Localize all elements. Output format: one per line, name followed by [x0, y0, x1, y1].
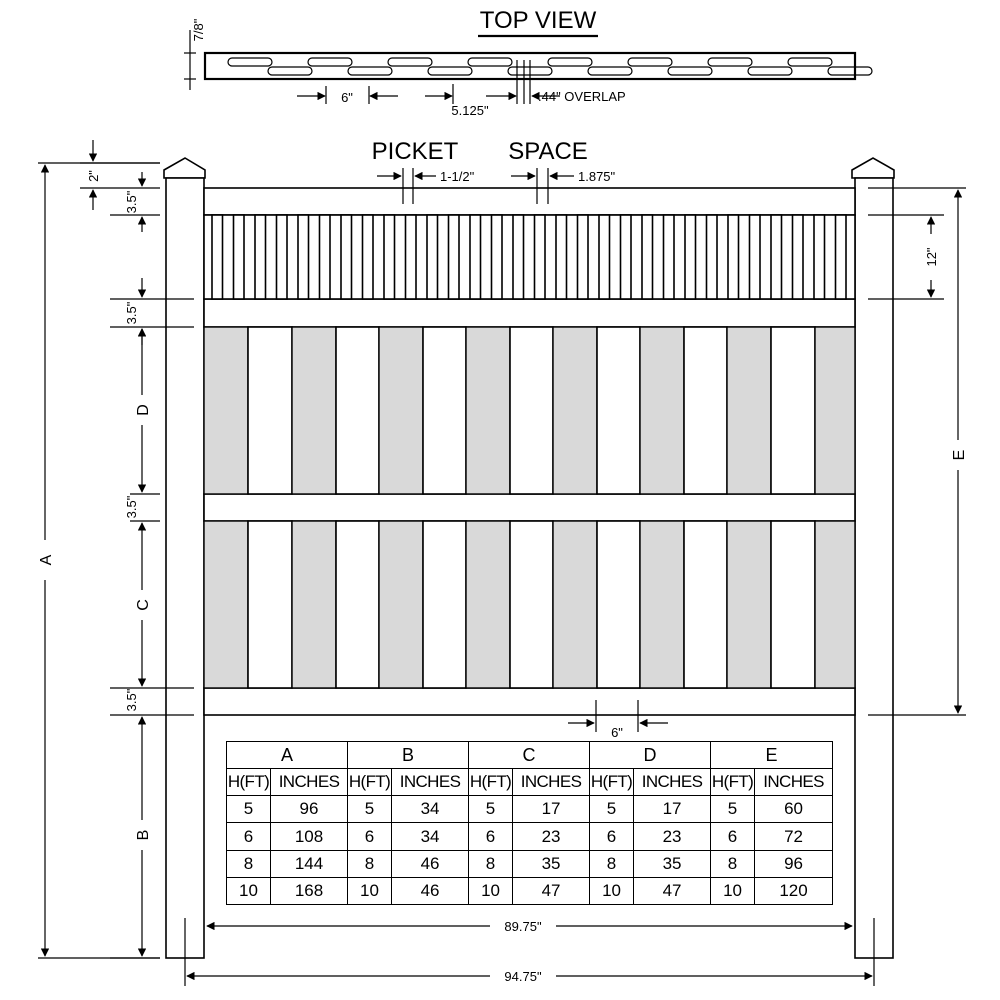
lattice-picket [492, 215, 503, 299]
table-cell: 96 [271, 796, 348, 823]
rail-4-label: 3.5" [124, 688, 139, 712]
front-board [640, 521, 684, 688]
lattice-picket [363, 215, 374, 299]
lattice-picket [664, 215, 675, 299]
table-cell: 17 [513, 796, 590, 823]
b-label: B [135, 829, 152, 841]
table-row [227, 877, 833, 904]
top-view-board-back [828, 67, 872, 75]
table-cell: 5 [227, 796, 271, 823]
back-board [510, 327, 553, 494]
bottom-rail [204, 688, 855, 715]
lattice-picket [836, 215, 847, 299]
lattice-picket [578, 215, 589, 299]
table-cell: 72 [755, 823, 833, 850]
top-view-board-front [388, 58, 432, 66]
table-cell: 35 [513, 850, 590, 877]
upper-board-panel [204, 327, 855, 494]
table-cell: 5 [469, 796, 513, 823]
lattice-section [204, 215, 855, 299]
top-view-board-back [748, 67, 792, 75]
e-label: E [951, 449, 968, 461]
front-board [466, 327, 510, 494]
back-board [248, 521, 292, 688]
lattice-picket [255, 215, 266, 299]
table-cell: 8 [348, 850, 392, 877]
picket-label: PICKET [371, 138, 459, 165]
table-cell: 6 [711, 823, 755, 850]
top-view-board-front [548, 58, 592, 66]
front-board [204, 521, 248, 688]
table-cell: 5 [711, 796, 755, 823]
picket-width-label: 1-1/2" [440, 169, 475, 184]
lattice-picket [621, 215, 632, 299]
dimension-table [226, 741, 833, 905]
subheader-inches: INCHES [271, 769, 348, 796]
back-board [684, 327, 727, 494]
front-board [292, 327, 336, 494]
lattice-picket [771, 215, 782, 299]
table-cell: 8 [227, 850, 271, 877]
front-board [553, 327, 597, 494]
top-view-board-front [228, 58, 272, 66]
lattice-picket [298, 215, 309, 299]
left-post-cap [164, 158, 205, 178]
lattice-picket [685, 215, 696, 299]
table-cell: 34 [392, 796, 469, 823]
d-label: D [135, 404, 152, 416]
top-view-board-front [308, 58, 352, 66]
right-post-body [855, 178, 893, 958]
back-board [771, 521, 815, 688]
lattice-picket [513, 215, 524, 299]
table-header-b: B [348, 742, 469, 769]
mid-rail-lower [204, 494, 855, 521]
lattice-height-label: 12" [924, 247, 939, 267]
table-cell: 10 [711, 877, 755, 904]
lattice-picket [470, 215, 481, 299]
top-picket-width-label: 6" [341, 90, 353, 105]
c-label: C [135, 599, 152, 611]
right-post-cap [852, 158, 894, 178]
front-board [379, 327, 423, 494]
front-board [466, 521, 510, 688]
front-board [815, 327, 855, 494]
table-header-e: E [711, 742, 833, 769]
mid-rail-upper [204, 299, 855, 327]
lattice-picket [750, 215, 761, 299]
table-cell: 120 [755, 877, 833, 904]
back-board [510, 521, 553, 688]
lattice-picket [341, 215, 352, 299]
subheader-inches: INCHES [513, 769, 590, 796]
top-view-slots [228, 58, 872, 75]
top-rail [204, 188, 855, 215]
back-board [771, 327, 815, 494]
subheader-height: H(FT) [227, 769, 271, 796]
front-board [640, 327, 684, 494]
top-view [184, 7, 872, 118]
subheader-height: H(FT) [469, 769, 513, 796]
subheader-height: H(FT) [711, 769, 755, 796]
lattice-picket [556, 215, 567, 299]
top-view-board-back [588, 67, 632, 75]
table-cell: 96 [755, 850, 833, 877]
table-cell: 6 [348, 823, 392, 850]
lattice-picket [406, 215, 417, 299]
top-view-board-front [628, 58, 672, 66]
rail-top-label: 3.5" [124, 190, 139, 214]
left-post-body [166, 178, 204, 958]
overall-width-label: 94.75" [504, 969, 542, 984]
top-view-board-front [708, 58, 752, 66]
top-view-board-back [668, 67, 712, 75]
lattice-picket [427, 215, 438, 299]
table-cell: 47 [513, 877, 590, 904]
table-cell: 60 [755, 796, 833, 823]
table-header-d: D [590, 742, 711, 769]
lattice-picket [642, 215, 653, 299]
back-board [597, 327, 640, 494]
table-cell: 46 [392, 877, 469, 904]
top-view-board-back [428, 67, 472, 75]
table-cell: 23 [634, 823, 711, 850]
lattice-picket [535, 215, 546, 299]
spacing-label: 5.125" [451, 103, 489, 118]
back-board [423, 327, 466, 494]
table-cell: 108 [271, 823, 348, 850]
lattice-picket [277, 215, 288, 299]
lattice-picket [728, 215, 739, 299]
table-row [227, 796, 833, 823]
top-view-board-back [268, 67, 312, 75]
back-board [336, 327, 379, 494]
right-post [852, 158, 894, 958]
table-header-a: A [227, 742, 348, 769]
table-row [227, 823, 833, 850]
table-cell: 10 [469, 877, 513, 904]
table-cell: 144 [271, 850, 348, 877]
table-header-c: C [469, 742, 590, 769]
table-row [227, 850, 833, 877]
lower-board-panel [204, 521, 855, 688]
back-board [336, 521, 379, 688]
top-view-board-front [788, 58, 832, 66]
front-board [204, 327, 248, 494]
lattice-picket [384, 215, 395, 299]
table-cell: 10 [590, 877, 634, 904]
back-board [597, 521, 640, 688]
table-header-row [227, 742, 833, 769]
table-cell: 10 [227, 877, 271, 904]
subheader-inches: INCHES [634, 769, 711, 796]
rail-2-label: 3.5" [124, 301, 139, 325]
back-board [423, 521, 466, 688]
front-board [727, 521, 771, 688]
lattice-picket [599, 215, 610, 299]
back-board [248, 327, 292, 494]
table-cell: 5 [590, 796, 634, 823]
post-cap-label: 2" [86, 170, 101, 182]
front-board [815, 521, 855, 688]
top-view-title: TOP VIEW [479, 7, 597, 34]
lattice-picket [793, 215, 804, 299]
front-board [292, 521, 336, 688]
board-width-label: 6" [611, 725, 623, 740]
table-cell: 10 [348, 877, 392, 904]
lattice-picket [234, 215, 245, 299]
table-cell: 47 [634, 877, 711, 904]
thickness-label: 7/8" [191, 18, 206, 42]
table-cell: 8 [469, 850, 513, 877]
table-cell: 6 [227, 823, 271, 850]
table-cell: 23 [513, 823, 590, 850]
table-cell: 5 [348, 796, 392, 823]
table-cell: 168 [271, 877, 348, 904]
a-label: A [38, 554, 55, 566]
top-view-board-front [468, 58, 512, 66]
table-cell: 17 [634, 796, 711, 823]
lattice-picket [707, 215, 718, 299]
table-cell: 8 [590, 850, 634, 877]
lattice-picket [814, 215, 825, 299]
table-cell: 8 [711, 850, 755, 877]
lattice-picket [320, 215, 331, 299]
subheader-height: H(FT) [348, 769, 392, 796]
subheader-inches: INCHES [392, 769, 469, 796]
front-board [379, 521, 423, 688]
left-post [164, 158, 205, 958]
table-cell: 35 [634, 850, 711, 877]
top-view-board-back [348, 67, 392, 75]
space-width-label: 1.875" [578, 169, 616, 184]
lattice-picket [449, 215, 460, 299]
table-cell: 6 [469, 823, 513, 850]
front-board [553, 521, 597, 688]
subheader-inches: INCHES [755, 769, 833, 796]
space-label: SPACE [508, 138, 588, 165]
panel-width-label: 89.75" [504, 919, 542, 934]
table-cell: 46 [392, 850, 469, 877]
table-subheader-row [227, 769, 833, 796]
table-cell: 34 [392, 823, 469, 850]
overlap-label: .44" OVERLAP [538, 89, 626, 104]
subheader-height: H(FT) [590, 769, 634, 796]
back-board [684, 521, 727, 688]
lattice-picket [212, 215, 223, 299]
table-cell: 6 [590, 823, 634, 850]
rail-3-label: 3.5" [124, 495, 139, 519]
front-board [727, 327, 771, 494]
